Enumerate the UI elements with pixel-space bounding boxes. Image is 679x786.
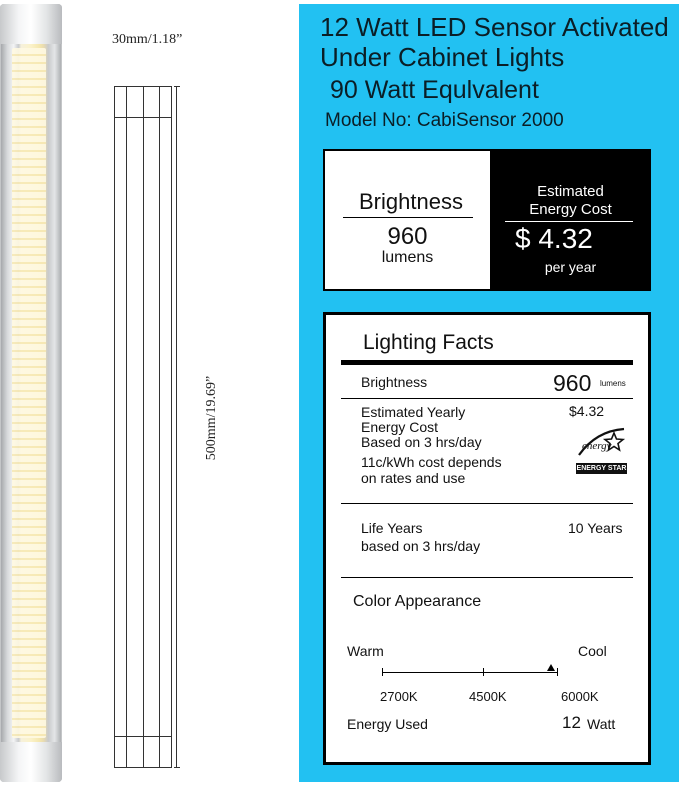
facts-cost-line-1: Estimated Yearly bbox=[361, 404, 466, 420]
energy-used-value: 12 bbox=[562, 713, 581, 732]
warm-label: Warm bbox=[347, 643, 384, 659]
summary-cost-label-2: Energy Cost bbox=[529, 201, 612, 218]
led-bar-bottom-cap bbox=[0, 742, 62, 782]
summary-brightness-unit: lumens bbox=[381, 249, 434, 266]
summary-brightness-label: Brightness bbox=[359, 189, 463, 214]
facts-cost-line-3: Based on 3 hrs/day bbox=[361, 434, 482, 450]
facts-cost-line-5: on rates and use bbox=[361, 470, 466, 486]
energy-star-icon bbox=[576, 425, 627, 463]
lighting-facts-title: Lighting Facts bbox=[363, 331, 494, 354]
length-dimension-label: 500mm/19.69” bbox=[204, 375, 219, 461]
scale-tick-4500k: 4500K bbox=[469, 689, 507, 704]
summary-cost-label-1: Estimated bbox=[537, 183, 604, 200]
summary-cost-unit: per year bbox=[544, 259, 597, 275]
facts-cost-line-4: 11c/kWh cost depends bbox=[361, 454, 502, 470]
panel-title-line-1: 12 Watt LED Sensor Activated bbox=[320, 12, 669, 42]
led-bar-diffuser bbox=[12, 48, 46, 738]
facts-cost-line-2: Energy Cost bbox=[361, 419, 439, 435]
facts-brightness-label: Brightness bbox=[361, 374, 428, 390]
cool-label: Cool bbox=[578, 643, 607, 659]
facts-life-label: Life Years bbox=[361, 520, 423, 536]
color-appearance-title: Color Appearance bbox=[353, 593, 482, 610]
facts-life-sub: based on 3 hrs/day bbox=[361, 538, 481, 554]
led-bar-top-cap bbox=[0, 4, 62, 44]
energy-star-script: energy bbox=[582, 440, 612, 452]
summary-box bbox=[323, 149, 651, 291]
panel-title-line-3: 90 Watt Equlvalent bbox=[330, 76, 539, 104]
facts-cost-value: $4.32 bbox=[569, 403, 605, 419]
length-dimension-line bbox=[176, 86, 177, 768]
summary-brightness-value: 960 bbox=[387, 223, 428, 250]
energy-star-logo bbox=[576, 425, 627, 475]
scale-tick-2700k: 2700K bbox=[380, 689, 418, 704]
led-bar-image bbox=[0, 4, 62, 782]
panel-title-line-2: Under Cabinet Lights bbox=[320, 42, 565, 72]
facts-brightness-unit: lumens bbox=[600, 379, 626, 388]
technical-drawing bbox=[114, 86, 172, 768]
energy-star-label: ENERGY STAR bbox=[576, 465, 627, 472]
energy-used-label: Energy Used bbox=[347, 716, 428, 732]
color-scale-line bbox=[382, 672, 558, 673]
brightness-summary bbox=[325, 151, 490, 289]
facts-life-value: 10 Years bbox=[568, 520, 623, 536]
lighting-facts-box bbox=[323, 312, 651, 765]
energy-used-unit: Watt bbox=[587, 716, 616, 732]
facts-brightness-value: 960 bbox=[553, 370, 592, 396]
width-dimension-label: 30mm/1.18” bbox=[112, 32, 183, 47]
summary-cost-value: $ 4.32 bbox=[515, 223, 593, 254]
color-indicator-marker bbox=[547, 664, 555, 671]
scale-tick-6000k: 6000K bbox=[561, 689, 599, 704]
model-number: Model No: CabiSensor 2000 bbox=[325, 110, 564, 131]
